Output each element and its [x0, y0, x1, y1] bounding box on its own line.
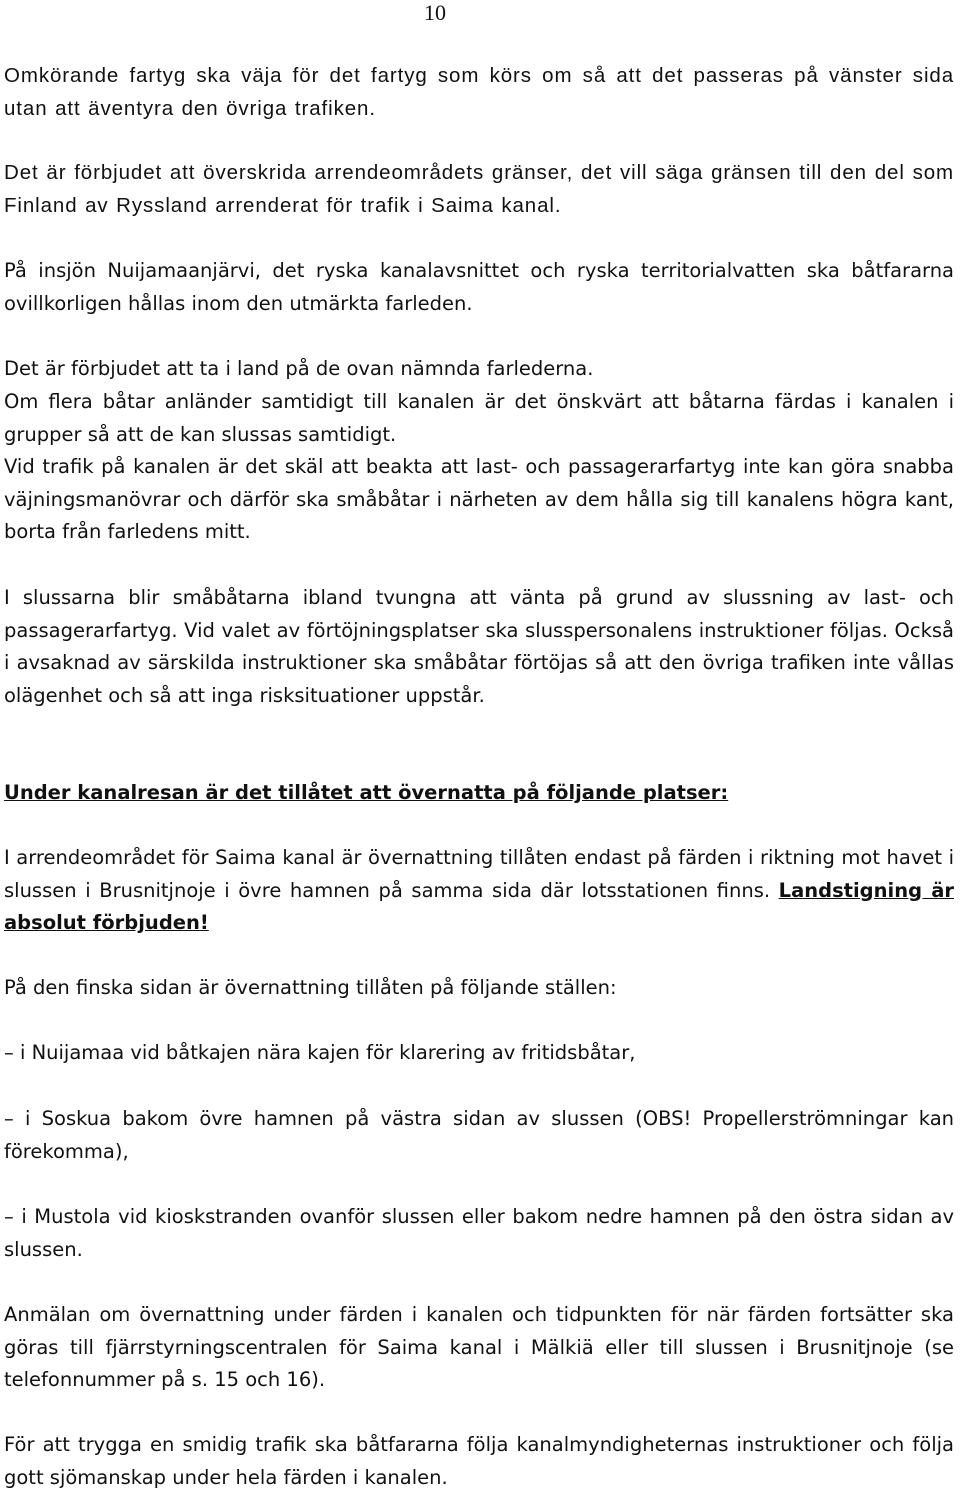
paragraph-notification: Anmälan om övernattning under färden i kanalen och tidpunkten för när färden fortsätter ska göras till fjärrstyrningscentralen för Saima kanal i Mälkiä eller till slussen i Brusnitjnoje (se telefonnummer på s. 15 och 16). [4, 1303, 954, 1391]
paragraph-seamanship: För att trygga en smidig trafik ska båtfararna följa kanalmyndigheternas instruktioner och följa gott sjömanskap under hela färden i kanalen. [4, 1433, 954, 1489]
paragraph-finnish-side: På den finska sidan är övernattning tillåten på följande ställen: [4, 976, 617, 999]
paragraph-fairway: På insjön Nuijamaanjärvi, det ryska kanalavsnittet och ryska territorialvatten ska båtfararna ovillkorligen hållas inom den utmärkta farleden. [4, 259, 954, 315]
lease-overnight-text: I arrendeområdet för Saima kanal är övernattning tillåten endast på färden i riktning mot havet i slussen i Brusnitjnoje i övre hamnen på samma sida där lotsstationen finns. [4, 846, 954, 902]
list-item: – i Nuijamaa vid båtkajen nära kajen för klarering av fritidsbåtar, [4, 1041, 636, 1064]
paragraph-lease-overnight [4, 842, 954, 940]
page-number: 10 [424, 0, 446, 25]
paragraph-landing-ban: Det är förbjudet att ta i land på de ovan nämnda farlederna. [4, 357, 594, 380]
paragraph-locks: I slussarna blir småbåtarna ibland tvungna att vänta på grund av slussning av last- och passagerarfartyg. Vid valet av förtöjningsplatser ska slusspersonalens instruktioner följas. Också i avsaknad av särskilda instruktioner ska småbåtar förtöjas så att den övriga trafiken inte vållas olägenhet och så att inga risksituationer uppstår. [4, 586, 954, 707]
paragraph-traffic: Vid trafik på kanalen är det skäl att beakta att last- och passagerarfartyg inte kan göra snabba väjningsmanövrar och därför ska småbåtar i närheten av dem hålla sig till kanalens högra kant, borta från farledens mitt. [4, 455, 954, 543]
landing-prohibited-emphasis: Landstigning är absolut förbjuden! [4, 878, 954, 934]
paragraph-overtaking: Omkörande fartyg ska väja för det fartyg som körs om så att det passeras på vänster sida utan att äventyra den övriga trafiken. [4, 64, 954, 120]
section-heading: Under kanalresan är det tillåtet att övernatta på följande platser: [4, 781, 729, 804]
paragraph-lease-boundary: Det är förbjudet att överskrida arrendeområdets gränser, det vill säga gränsen till den del som Finland av Ryssland arrenderat för trafik i Saima kanal. [4, 161, 954, 217]
paragraph-groups: Om flera båtar anländer samtidigt till kanalen är det önskvärt att båtarna färdas i kanalen i grupper så att de kan slussas samtidigt. [4, 390, 954, 446]
list-item: – i Mustola vid kioskstranden ovanför slussen eller bakom nedre hamnen på den östra sidan av slussen. [4, 1205, 954, 1261]
list-item: – i Soskua bakom övre hamnen på västra sidan av slussen (OBS! Propellerströmningar kan förekomma), [4, 1107, 954, 1163]
